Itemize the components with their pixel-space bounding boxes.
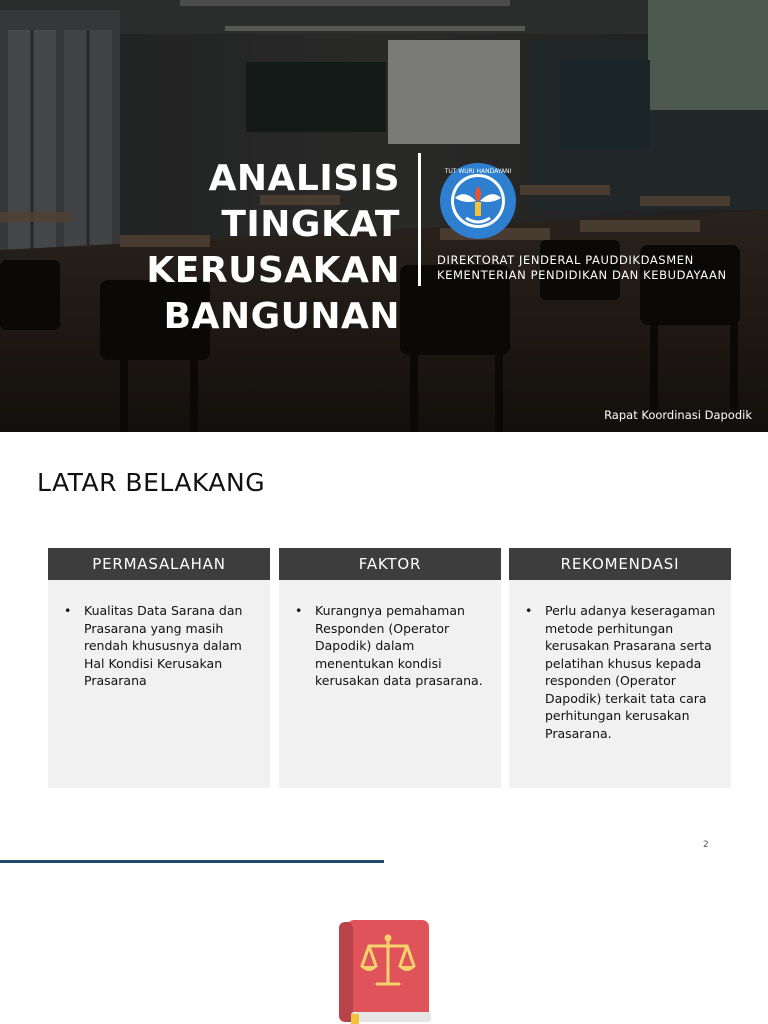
cover-title-line: ANALISIS TINGKAT [208,158,400,245]
cover-slide [0,0,768,432]
card-body [279,580,501,690]
page-number: 2 [703,840,709,850]
law-book-icon [337,918,431,1024]
card-body [48,580,270,690]
organization-line: DIREKTORAT JENDERAL PAUDDIKDASMEN [437,253,694,267]
cover-title-line: KERUSAKAN [146,250,400,291]
card-text: Perlu adanya keseragaman metode perhitungan kerusakan Prasarana serta pelatihan khusus kepada responden (Operator Dapodik) terkait tata cara perhitungan kerusakan Prasarana. [545,603,716,741]
organization-name [437,253,727,283]
tut-wuri-handayani-logo-icon [439,162,517,240]
card-header: REKOMENDASI [509,548,731,580]
card-text: Kualitas Data Sarana dan Prasarana yang masih rendah khususnya dalam Hal Kondisi Kerusakan Prasarana [84,603,243,688]
cover-title [20,156,400,340]
organization-line: KEMENTERIAN PENDIDIKAN DAN KEBUDAYAAN [437,268,727,282]
cover-title-line: BANGUNAN [163,296,400,337]
logo-text: TUT WURI HANDAYANI [444,168,512,175]
section-title: LATAR BELAKANG [37,468,266,497]
card-body [509,580,731,742]
card-rekomendasi [509,548,731,788]
card-header: PERMASALAHAN [48,548,270,580]
card-header: FAKTOR [279,548,501,580]
event-name: Rapat Koordinasi Dapodik [604,408,752,422]
bullet: • [525,603,533,618]
title-divider [418,153,421,286]
bullet: • [64,603,72,618]
card-text: Kurangnya pemahaman Responden (Operator Dapodik) dalam menentukan kondisi kerusakan data prasarana. [315,603,483,688]
slide-divider-rule [0,860,384,863]
card-faktor [279,548,501,788]
bullet: • [295,603,303,618]
card-permasalahan [48,548,270,788]
